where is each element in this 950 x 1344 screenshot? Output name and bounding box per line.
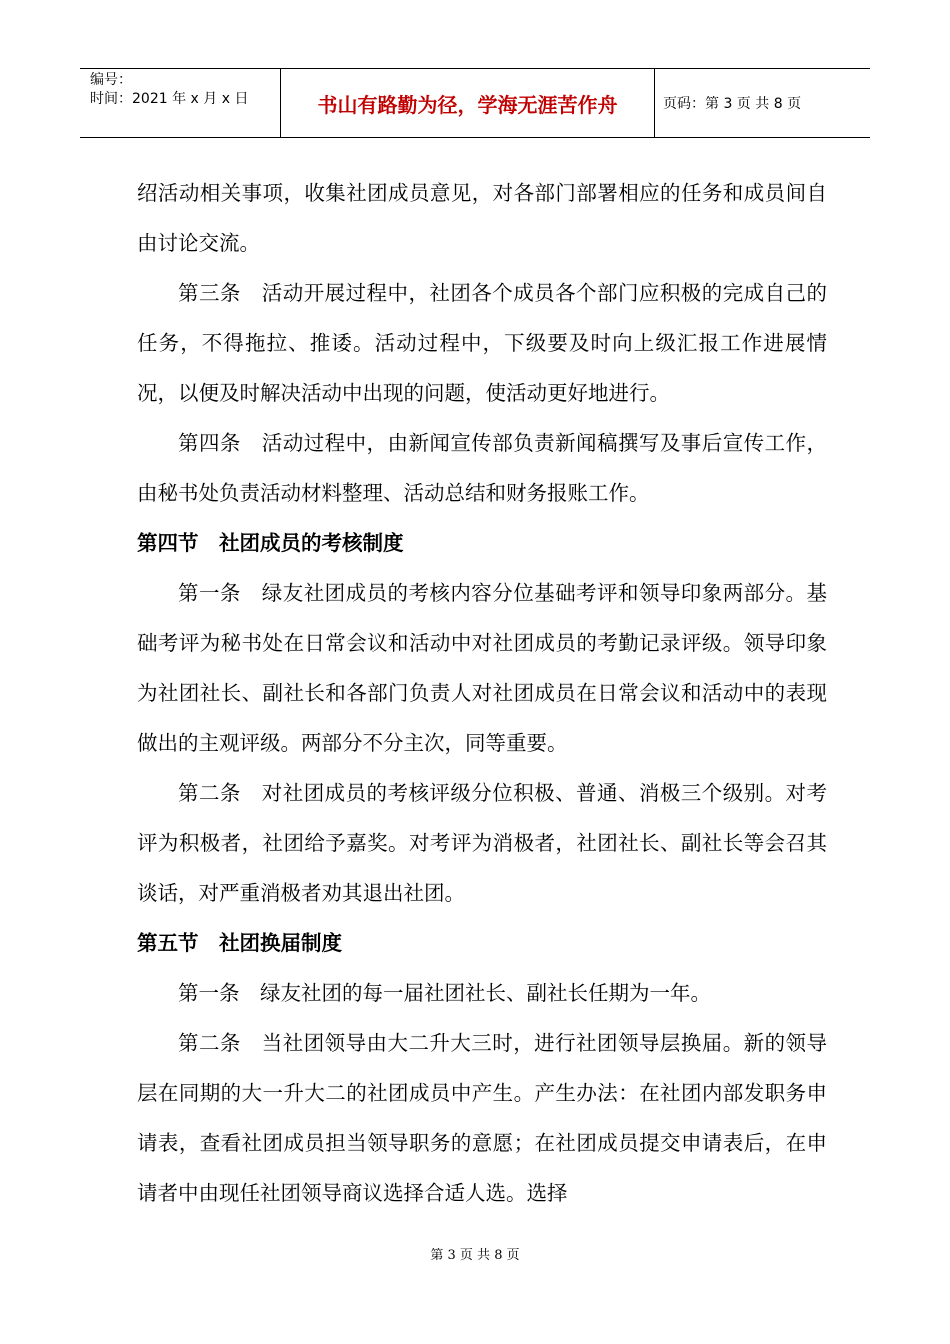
paragraph: 第二条 当社团领导由大二升大三时，进行社团领导层换届。新的领导层在同期的大一升大二的社团成员中产生。产生办法：在社团内部发职务申请表，查看社团成员担当领导职务的意愿；在社团成员提交申请表后，在申请者中由现任社团领导商议选择合适人选。选择 — [137, 1031, 827, 1205]
page-footer: 第 3 页 共 8 页 — [430, 1248, 520, 1263]
paragraph: 第一条 绿友社团的每一届社团社长、副社长任期为一年。 — [178, 981, 711, 1005]
paragraph: 第三条 活动开展过程中，社团各个成员各个部门应积极的完成自己的任务，不得拖拉、推诿。活动过程中，下级要及时向上级汇报工作进展情况，以便及时解决活动中出现的问题，使活动更好地进行。 — [137, 281, 827, 405]
section-heading: 第四节 社团成员的考核制度 — [137, 531, 404, 555]
header-meta — [90, 71, 280, 109]
header-motto: 书山有路勤为径，学海无涯苦作舟 — [280, 69, 655, 137]
paragraph: 绍活动相关事项，收集社团成员意见，对各部门部署相应的任务和成员间自由讨论交流。 — [137, 181, 827, 255]
section-heading: 第五节 社团换届制度 — [137, 931, 342, 955]
header-page-info: 页码：第 3 页 共 8 页 — [663, 96, 802, 112]
paragraph: 第二条 对社团成员的考核评级分位积极、普通、消极三个级别。对考评为积极者，社团给予嘉奖。对考评为消极者，社团社长、副社长等会召其谈话，对严重消极者劝其退出社团。 — [137, 781, 827, 905]
paragraph: 第一条 绿友社团成员的考核内容分位基础考评和领导印象两部分。基础考评为秘书处在日常会议和活动中对社团成员的考勤记录评级。领导印象为社团社长、副社长和各部门负责人对社团成员在日常会议和活动中的表现做出的主观评级。两部分不分主次，同等重要。 — [137, 581, 827, 755]
paragraph: 第四条 活动过程中，由新闻宣传部负责新闻稿撰写及事后宣传工作，由秘书处负责活动材料整理、活动总结和财务报账工作。 — [137, 431, 827, 505]
page-header — [80, 68, 870, 138]
document-date: 时间：2021 年 x 月 x 日 — [90, 91, 249, 107]
document-body — [137, 168, 827, 1218]
document-code-label: 编号： — [90, 72, 132, 88]
